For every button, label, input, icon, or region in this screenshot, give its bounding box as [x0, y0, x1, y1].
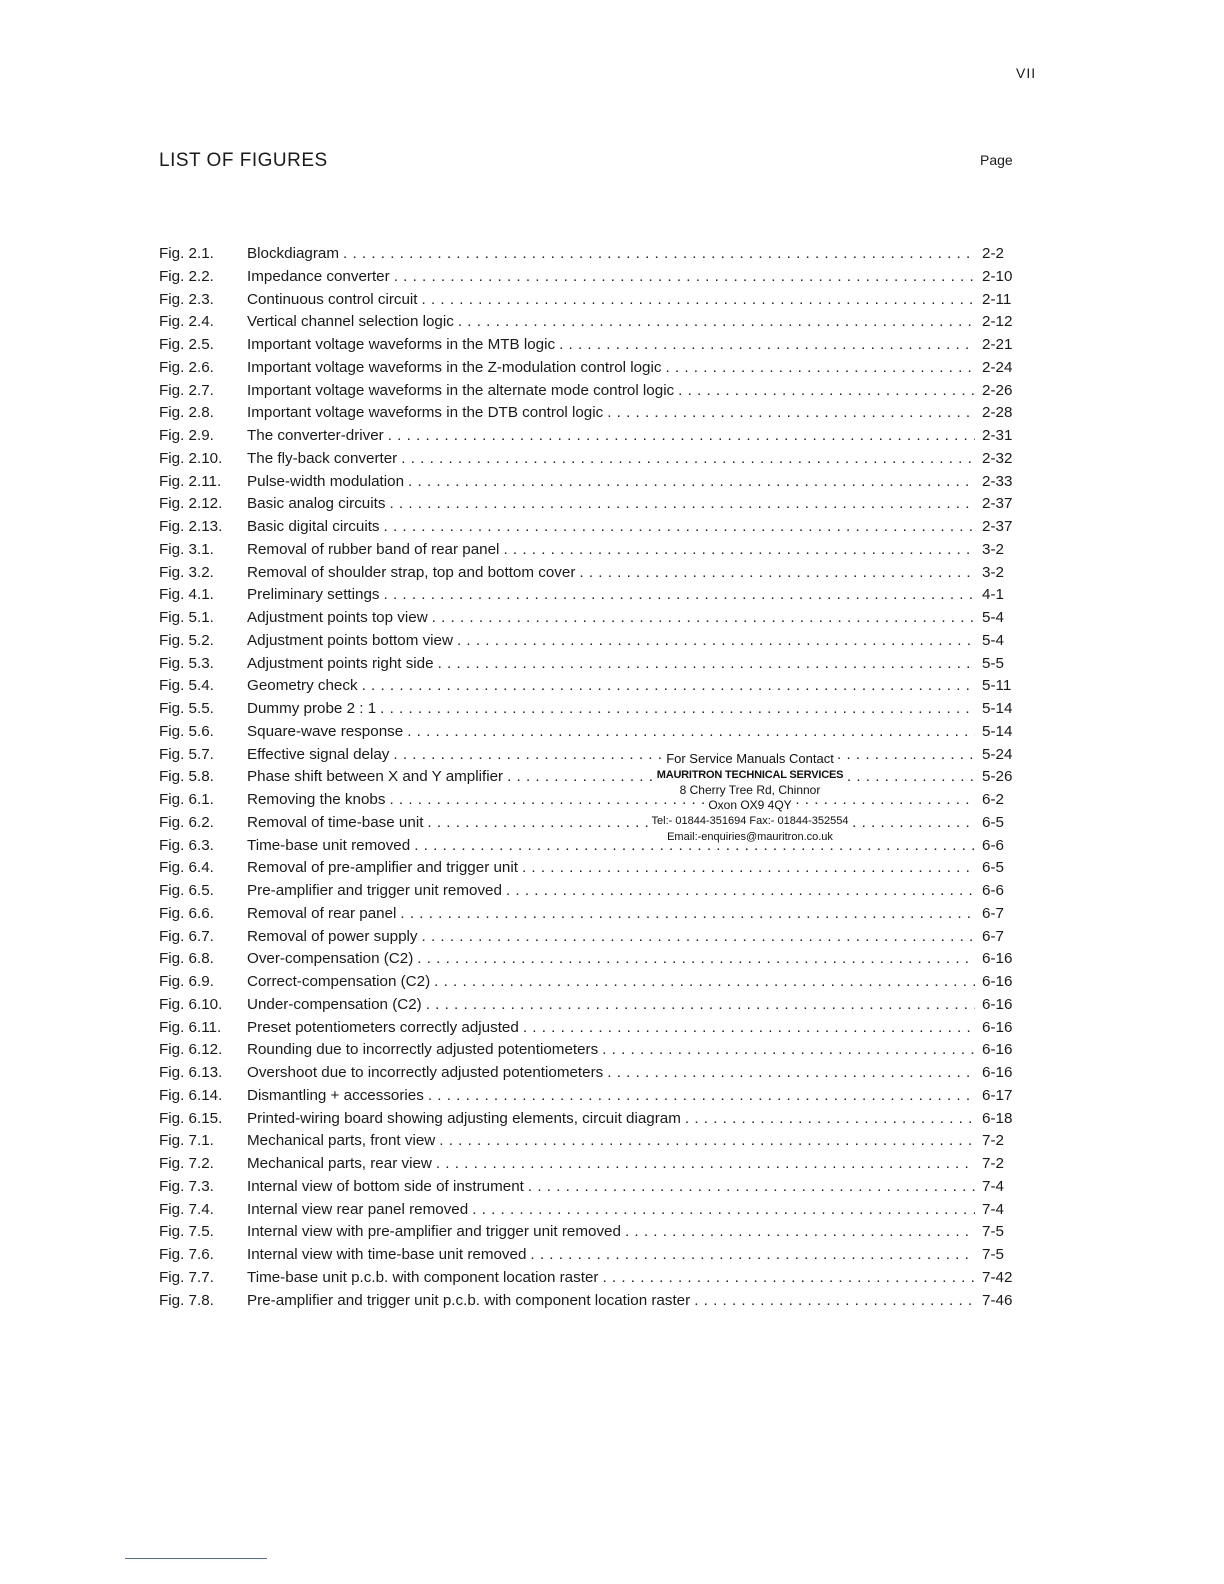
figure-number: Fig. 6.7. [159, 927, 214, 945]
page-number: VII [1016, 65, 1037, 81]
figure-caption-leader [247, 402, 975, 425]
figure-caption-leader [247, 380, 975, 403]
dot-leader [665, 357, 975, 380]
figure-entry [159, 948, 1029, 971]
figure-caption: Adjustment points top view [247, 607, 432, 630]
figure-page: 5-26 [982, 768, 1013, 786]
figure-entry [159, 653, 1029, 676]
figure-caption: Removal of time-base unit [247, 812, 427, 835]
figure-caption: Dummy probe 2 : 1 [247, 698, 380, 721]
figure-page: 2-33 [982, 472, 1013, 490]
figure-page: 2-37 [982, 495, 1013, 513]
figure-entry [159, 380, 1029, 403]
figure-number: Fig. 5.1. [159, 609, 214, 626]
figure-caption: Basic digital circuits [247, 516, 384, 539]
figure-number: Fig. 6.10. [159, 995, 223, 1013]
figure-entry [159, 1290, 1029, 1313]
figure-page: 5-11 [982, 677, 1012, 695]
figure-number: Fig. 6.6. [159, 904, 214, 922]
figure-entry [159, 1039, 1029, 1062]
figure-caption: Important voltage waveforms in the DTB control logic [247, 402, 607, 425]
figure-page: 4-1 [982, 586, 1004, 604]
figure-number: Fig. 7.2. [159, 1155, 214, 1172]
stamp-line-3: 8 Cherry Tree Rd, Chinnor [679, 783, 821, 797]
dot-leader [407, 721, 975, 744]
dot-leader [439, 1130, 975, 1153]
figure-caption-leader [247, 698, 975, 721]
figure-entry [159, 903, 1029, 926]
figure-entry [159, 607, 1029, 630]
figure-caption-leader [247, 926, 975, 949]
figure-caption: Dismantling + accessories [247, 1085, 428, 1108]
figure-entry [159, 835, 1029, 858]
figure-caption-leader [247, 903, 975, 926]
figure-page: 5-5 [982, 654, 1004, 672]
dot-leader [422, 926, 975, 949]
figure-entry [159, 1153, 1029, 1176]
figure-caption: Removal of pre-amplifier and trigger unit [247, 857, 522, 880]
figure-caption-leader [247, 1267, 975, 1290]
figure-caption-leader [247, 516, 975, 539]
figure-caption: Printed-wiring board showing adjusting elements, circuit diagram [247, 1108, 685, 1131]
figure-page: 6-16 [982, 1018, 1013, 1036]
figure-caption: Internal view of bottom side of instrument [247, 1176, 528, 1199]
dot-leader [506, 880, 975, 903]
figure-number: Fig. 7.1. [159, 1132, 214, 1150]
stamp-line-2: MAURITRON TECHNICAL SERVICES [656, 769, 844, 781]
figure-page: 2-21 [982, 336, 1013, 353]
figure-entry [159, 493, 1029, 516]
figure-caption-leader [247, 1085, 975, 1108]
figure-entry [159, 857, 1029, 880]
dot-leader [523, 1017, 975, 1040]
figure-caption: Removal of shoulder strap, top and bottom cover [247, 562, 579, 585]
figure-caption-leader [247, 1039, 975, 1062]
figure-entry [159, 1199, 1029, 1222]
figure-entry [159, 334, 1029, 357]
figure-entry [159, 1085, 1029, 1108]
figure-entry [159, 425, 1029, 448]
figure-number: Fig. 2.5. [159, 336, 214, 353]
figure-page: 6-16 [982, 973, 1013, 990]
figure-page: 6-16 [982, 1041, 1013, 1059]
figure-page: 7-2 [982, 1155, 1004, 1172]
dot-leader [602, 1267, 975, 1290]
figure-number: Fig. 5.4. [159, 677, 214, 695]
dot-leader [625, 1221, 975, 1244]
figure-number: Fig. 6.9. [159, 973, 214, 990]
figure-entry [159, 744, 1029, 767]
figure-page: 2-31 [982, 427, 1013, 444]
figure-caption: Pre-amplifier and trigger unit removed [247, 880, 506, 903]
figure-page: 7-4 [982, 1200, 1004, 1218]
dot-leader [694, 1290, 975, 1313]
figure-caption-leader [247, 1130, 975, 1153]
figure-page: 7-4 [982, 1177, 1004, 1195]
dot-leader [457, 630, 975, 653]
figure-caption: Internal view rear panel removed [247, 1199, 472, 1222]
figure-caption: Rounding due to incorrectly adjusted potentiometers [247, 1039, 602, 1062]
footer-rule [125, 1558, 267, 1559]
figure-entry [159, 698, 1029, 721]
figure-page: 6-5 [982, 859, 1004, 877]
figure-page: 5-4 [982, 609, 1004, 626]
figure-caption-leader [247, 766, 975, 789]
dot-leader [422, 289, 975, 312]
figure-page: 7-5 [982, 1246, 1004, 1263]
figure-caption: Important voltage waveforms in the Z-modulation control logic [247, 357, 665, 380]
figure-entry [159, 630, 1029, 653]
figure-number: Fig. 2.2. [159, 267, 214, 285]
dot-leader [559, 334, 975, 357]
dot-leader [389, 493, 975, 516]
dot-leader [438, 653, 975, 676]
figure-entry [159, 516, 1029, 539]
figure-caption: Blockdiagram [247, 243, 343, 266]
figure-caption: Under-compensation (C2) [247, 994, 426, 1017]
figure-caption: Vertical channel selection logic [247, 311, 458, 334]
stamp-line-5: Tel:- 01844-351694 Fax:- 01844-352554 [651, 815, 849, 827]
dot-leader [607, 1062, 975, 1085]
figure-number: Fig. 7.5. [159, 1223, 214, 1241]
dot-leader [394, 266, 975, 289]
figure-entry [159, 1108, 1029, 1131]
dot-leader [530, 1244, 975, 1267]
figure-number: Fig. 7.8. [159, 1291, 214, 1309]
figure-caption: The converter-driver [247, 425, 388, 448]
figure-caption-leader [247, 1176, 975, 1199]
service-contact-stamp [640, 751, 860, 845]
figure-caption: Removal of rear panel [247, 903, 400, 926]
figure-number: Fig. 2.3. [159, 290, 214, 308]
figure-caption-leader [247, 471, 975, 494]
figure-entry [159, 721, 1029, 744]
page-column-label: Page [980, 152, 1013, 168]
figure-page: 6-16 [982, 995, 1013, 1013]
figure-number: Fig. 2.7. [159, 381, 214, 399]
figure-number: Fig. 6.12. [159, 1041, 223, 1059]
figure-caption: The fly-back converter [247, 448, 401, 471]
figure-page: 2-11 [982, 290, 1012, 308]
figure-caption-leader [247, 744, 975, 767]
figure-number: Fig. 2.9. [159, 427, 214, 444]
figure-number: Fig. 2.10. [159, 449, 223, 467]
figure-page: 6-18 [982, 1109, 1013, 1127]
figure-page: 2-2 [982, 245, 1004, 262]
figure-caption: Pre-amplifier and trigger unit p.c.b. with component location raster [247, 1290, 694, 1313]
figure-entry [159, 971, 1029, 994]
figure-number: Fig. 5.3. [159, 654, 214, 672]
figure-page: 2-12 [982, 313, 1013, 331]
dot-leader [343, 243, 975, 266]
figure-caption-leader [247, 812, 975, 835]
figure-page: 6-17 [982, 1086, 1013, 1104]
figure-caption-leader [247, 880, 975, 903]
figure-caption: Internal view with time-base unit removed [247, 1244, 530, 1267]
figure-page: 2-37 [982, 518, 1013, 535]
dot-leader [380, 698, 975, 721]
figure-caption-leader [247, 1199, 975, 1222]
figure-number: Fig. 5.5. [159, 700, 214, 717]
figure-number: Fig. 6.14. [159, 1086, 223, 1104]
figure-number: Fig. 7.4. [159, 1200, 214, 1218]
figure-entry [159, 289, 1029, 312]
figure-caption: Time-base unit p.c.b. with component location raster [247, 1267, 602, 1290]
figure-caption-leader [247, 857, 975, 880]
figure-caption: Important voltage waveforms in the alternate mode control logic [247, 380, 678, 403]
figure-caption: Mechanical parts, front view [247, 1130, 439, 1153]
figure-page: 7-46 [982, 1291, 1013, 1309]
figure-number: Fig. 2.8. [159, 404, 214, 422]
figure-caption: Removing the knobs [247, 789, 389, 812]
figure-entry [159, 243, 1029, 266]
figure-caption-leader [247, 1153, 975, 1176]
figure-entry [159, 789, 1029, 812]
figure-caption-leader [247, 948, 975, 971]
figure-entry [159, 562, 1029, 585]
figure-caption: Removal of power supply [247, 926, 422, 949]
dot-leader [522, 857, 975, 880]
dot-leader [436, 1153, 975, 1176]
dot-leader [472, 1199, 975, 1222]
figure-page: 2-10 [982, 267, 1013, 285]
figure-entry [159, 1130, 1029, 1153]
figure-caption: Important voltage waveforms in the MTB logic [247, 334, 559, 357]
figure-caption-leader [247, 835, 975, 858]
figure-number: Fig. 6.3. [159, 836, 214, 854]
figure-number: Fig. 2.6. [159, 358, 214, 376]
dot-leader [401, 448, 975, 471]
figure-page: 2-26 [982, 381, 1013, 399]
dot-leader [384, 584, 975, 607]
figure-caption-leader [247, 675, 975, 698]
figure-entry [159, 994, 1029, 1017]
figure-page: 6-16 [982, 1064, 1013, 1081]
figure-number: Fig. 2.12. [159, 495, 223, 513]
figure-caption: Over-compensation (C2) [247, 948, 417, 971]
figure-caption: Correct-compensation (C2) [247, 971, 434, 994]
figure-page: 5-24 [982, 745, 1013, 763]
figure-number: Fig. 7.7. [159, 1268, 214, 1286]
figure-entry [159, 1062, 1029, 1085]
figure-caption-leader [247, 266, 975, 289]
figure-caption-leader [247, 334, 975, 357]
figure-page: 3-2 [982, 540, 1004, 558]
figure-page: 5-14 [982, 700, 1013, 717]
figure-number: Fig. 7.6. [159, 1246, 214, 1263]
figure-number: Fig. 2.11. [159, 472, 222, 490]
figure-page: 2-32 [982, 449, 1013, 467]
figure-number: Fig. 7.3. [159, 1177, 214, 1195]
figure-caption-leader [247, 721, 975, 744]
figure-entry [159, 539, 1029, 562]
figure-caption-leader [247, 1290, 975, 1313]
figure-caption-leader [247, 789, 975, 812]
dot-leader [432, 607, 975, 630]
dot-leader [400, 903, 975, 926]
figure-caption: Preset potentiometers correctly adjusted [247, 1017, 523, 1040]
figure-list [159, 243, 1029, 1312]
figure-entry [159, 357, 1029, 380]
figure-caption: Internal view with pre-amplifier and trigger unit removed [247, 1221, 625, 1244]
figure-entry [159, 812, 1029, 835]
figure-caption-leader [247, 630, 975, 653]
figure-number: Fig. 5.6. [159, 722, 214, 740]
figure-page: 6-7 [982, 904, 1004, 922]
figure-caption: Overshoot due to incorrectly adjusted potentiometers [247, 1062, 607, 1085]
figure-caption: Impedance converter [247, 266, 394, 289]
figure-caption-leader [247, 584, 975, 607]
figure-caption-leader [247, 1062, 975, 1085]
dot-leader [579, 562, 975, 585]
figure-entry [159, 266, 1029, 289]
figure-number: Fig. 3.1. [159, 540, 214, 558]
figure-page: 5-4 [982, 631, 1004, 649]
figure-number: Fig. 6.4. [159, 859, 214, 877]
figure-caption: Preliminary settings [247, 584, 384, 607]
figure-number: Fig. 6.8. [159, 950, 214, 968]
figure-caption-leader [247, 425, 975, 448]
figure-caption: Pulse-width modulation [247, 471, 408, 494]
figure-caption: Basic analog circuits [247, 493, 389, 516]
figure-number: Fig. 2.1. [159, 245, 214, 262]
figure-entry [159, 926, 1029, 949]
figure-entry [159, 584, 1029, 607]
figure-caption: Continuous control circuit [247, 289, 422, 312]
dot-leader [458, 311, 975, 334]
stamp-line-6: Email:-enquiries@mauritron.co.uk [667, 831, 833, 843]
figure-number: Fig. 5.8. [159, 768, 214, 786]
figure-entry [159, 402, 1029, 425]
stamp-line-1: For Service Manuals Contact [666, 751, 834, 766]
figure-entry [159, 1267, 1029, 1290]
figure-caption-leader [247, 493, 975, 516]
figure-number: Fig. 2.4. [159, 313, 214, 331]
figure-entry [159, 675, 1029, 698]
stamp-line-4: Oxon OX9 4QY [708, 798, 792, 812]
figure-caption-leader [247, 1244, 975, 1267]
dot-leader [384, 516, 975, 539]
dot-leader [417, 948, 975, 971]
figure-page: 3-2 [982, 563, 1004, 581]
figure-number: Fig. 3.2. [159, 563, 214, 581]
figure-page: 2-24 [982, 358, 1013, 376]
figure-number: Fig. 5.2. [159, 631, 214, 649]
figure-number: Fig. 6.1. [159, 791, 214, 808]
figure-entry [159, 448, 1029, 471]
dot-leader [428, 1085, 975, 1108]
figure-caption-leader [247, 607, 975, 630]
figure-caption: Mechanical parts, rear view [247, 1153, 436, 1176]
figure-caption-leader [247, 357, 975, 380]
figure-caption: Adjustment points bottom view [247, 630, 457, 653]
dot-leader [388, 425, 975, 448]
figure-caption-leader [247, 971, 975, 994]
figure-number: Fig. 4.1. [159, 586, 214, 604]
dot-leader [503, 539, 975, 562]
figure-entry [159, 311, 1029, 334]
figure-caption-leader [247, 243, 975, 266]
figure-entry [159, 1017, 1029, 1040]
figure-entry [159, 1221, 1029, 1244]
figure-caption-leader [247, 289, 975, 312]
page-title: LIST OF FIGURES [159, 150, 328, 171]
dot-leader [528, 1176, 975, 1199]
figure-entry [159, 1176, 1029, 1199]
figure-caption: Adjustment points right side [247, 653, 438, 676]
figure-caption: Effective signal delay [247, 744, 393, 767]
figure-entry [159, 1244, 1029, 1267]
figure-caption-leader [247, 539, 975, 562]
figure-caption-leader [247, 1221, 975, 1244]
figure-number: Fig. 5.7. [159, 745, 214, 763]
figure-page: 7-42 [982, 1268, 1013, 1286]
figure-page: 7-5 [982, 1223, 1004, 1241]
figure-page: 2-28 [982, 404, 1013, 422]
figure-page: 6-7 [982, 927, 1004, 945]
dot-leader [685, 1108, 975, 1131]
figure-page: 6-6 [982, 836, 1004, 854]
figure-caption: Time-base unit removed [247, 835, 414, 858]
figure-caption: Phase shift between X and Y amplifier [247, 766, 507, 789]
figure-caption: Square-wave response [247, 721, 407, 744]
figure-entry [159, 766, 1029, 789]
dot-leader [408, 471, 975, 494]
figure-page: 7-2 [982, 1132, 1004, 1150]
figure-caption: Removal of rubber band of rear panel [247, 539, 503, 562]
figure-caption-leader [247, 311, 975, 334]
figure-entry [159, 880, 1029, 903]
figure-caption-leader [247, 1108, 975, 1131]
figure-caption: Geometry check [247, 675, 362, 698]
figure-caption-leader [247, 994, 975, 1017]
dot-leader [678, 380, 975, 403]
figure-page: 6-6 [982, 882, 1004, 899]
figure-number: Fig. 2.13. [159, 518, 223, 535]
dot-leader [607, 402, 975, 425]
dot-leader [434, 971, 975, 994]
figure-caption-leader [247, 562, 975, 585]
figure-number: Fig. 6.13. [159, 1064, 223, 1081]
dot-leader [362, 675, 975, 698]
figure-number: Fig. 6.15. [159, 1109, 223, 1127]
figure-number: Fig. 6.2. [159, 813, 214, 831]
figure-number: Fig. 6.5. [159, 882, 214, 899]
figure-page: 6-2 [982, 791, 1004, 808]
figure-caption-leader [247, 448, 975, 471]
figure-page: 5-14 [982, 722, 1013, 740]
figure-number: Fig. 6.11. [159, 1018, 222, 1036]
figure-page: 6-5 [982, 813, 1004, 831]
figure-caption-leader [247, 653, 975, 676]
dot-leader [426, 994, 975, 1017]
figure-caption-leader [247, 1017, 975, 1040]
dot-leader [602, 1039, 975, 1062]
figure-page: 6-16 [982, 950, 1013, 968]
figure-entry [159, 471, 1029, 494]
